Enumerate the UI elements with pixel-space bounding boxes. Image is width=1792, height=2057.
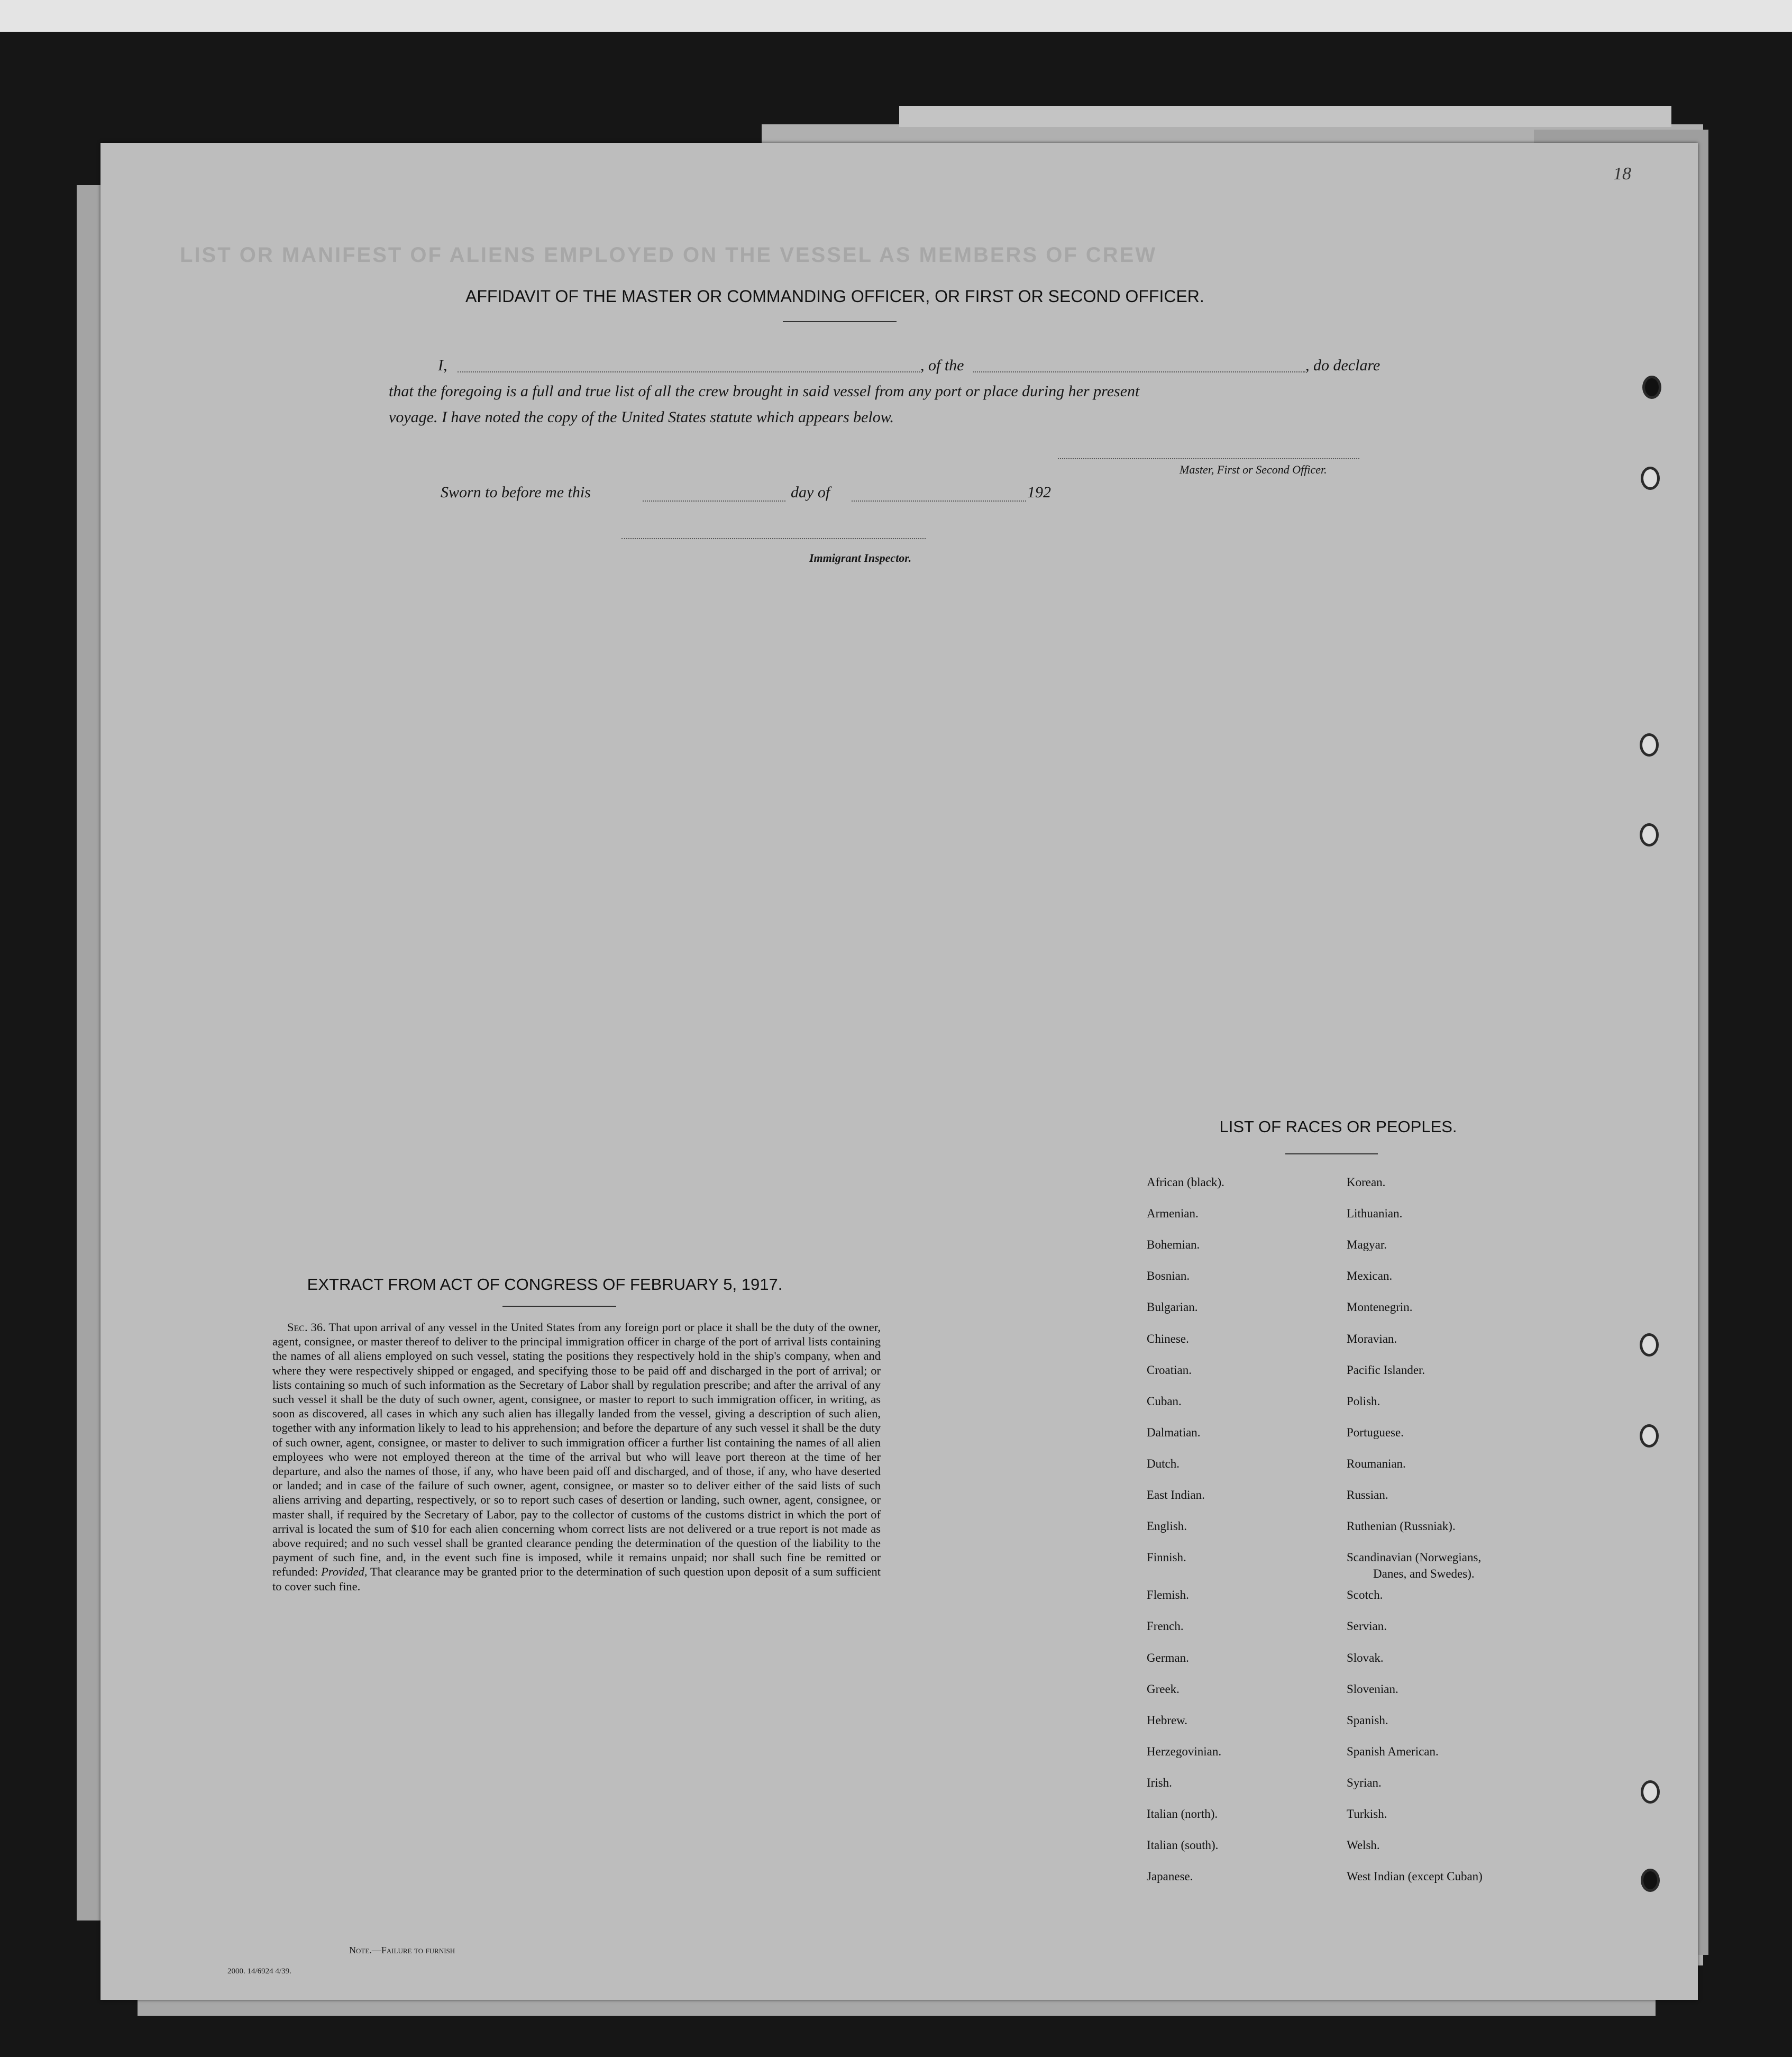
race-item: Moravian. — [1347, 1332, 1397, 1345]
extract-title-underline — [502, 1306, 616, 1307]
race-item: Scotch. — [1347, 1588, 1383, 1602]
race-item: Roumanian. — [1347, 1457, 1406, 1470]
race-item: Spanish. — [1347, 1713, 1388, 1727]
races-title-underline — [1285, 1153, 1378, 1154]
affidavit-line-3: voyage. I have noted the copy of the United States statute which appears below. — [389, 408, 894, 426]
sworn-day-fill-line — [643, 500, 785, 502]
extract-body — [272, 1320, 881, 1594]
race-item: Turkish. — [1347, 1807, 1387, 1821]
race-item: Herzegovinian. — [1147, 1744, 1222, 1758]
inspector-signature-line — [621, 538, 926, 539]
underlying-sheet — [899, 106, 1671, 127]
race-item: Portuguese. — [1347, 1425, 1404, 1439]
binder-hole — [1641, 1869, 1660, 1892]
race-item: Japanese. — [1147, 1870, 1193, 1883]
race-item: Flemish. — [1147, 1588, 1189, 1602]
affidavit-line-2: that the foregoing is a full and true list of all the crew brought in said vessel from any port or place during her present — [389, 383, 1140, 400]
vessel-fill-line — [973, 371, 1305, 372]
section-label: Sec. 36. — [287, 1321, 326, 1334]
section-text: That upon arrival of any vessel in the United States from any foreign port or place it shall be the duty of the owner, agent, consignee, or master thereof to deliver to the principal immigration officer in charge of the port of arrival lists containing the names of all aliens employed on such vessel, stating the positions they respectively hold in the ship's company, when and where they were respectively shipped or engaged, and specifying those to be paid off and discharged in the port of arrival; or lists containing so much of such information as the Secretary of Labor shall by regulation prescribe; and after the arrival of any such vessel it shall be the duty of such owner, agent, consignee, or master to report to such immigration officer, in writing, as soon as discovered, all cases in which any such alien has illegally landed from the vessel, giving a description of such alien, together with any information likely to lead to his apprehension; and before the departure of any such vessel it shall be the duty of such owner, agent, consignee, or master to deliver to such immigration officer a further list containing the names of all alien employees who were not employed thereon at the time of the arrival but who will leave port thereon at the time of her departure, and also the names of those, if any, who have been paid off and discharged, and of those, if any, who have deserted or landed; and in case of the failure of such owner, agent, consignee, or master so to deliver either of the said lists of such aliens arriving and departing, respectively, or so to report such cases of desertion or landing, such owner, agent, consignee, or master shall, if required by the Secretary of Labor, pay to the collector of customs of the customs district in which the port of arrival is located the sum of $10 for each alien concerning whom correct lists are not delivered or a true report is not made as above required; and no such vessel shall be granted clearance pending the determination of the question of the liability to the payment of such fine, and, in the event such fine is imposed, while it remains unpaid; nor shall such fine be remitted or refunded: — [272, 1321, 881, 1579]
inspector-label: Immigrant Inspector. — [809, 551, 912, 565]
race-item: Dalmatian. — [1147, 1425, 1201, 1439]
race-item: Welsh. — [1347, 1838, 1380, 1852]
race-item: Italian (south). — [1147, 1838, 1219, 1852]
race-item: Polish. — [1347, 1394, 1380, 1408]
race-item: Armenian. — [1147, 1207, 1199, 1221]
race-item: Dutch. — [1147, 1457, 1180, 1470]
affidavit-of-the-label: , of the — [920, 357, 964, 374]
binder-hole — [1641, 1780, 1660, 1804]
race-item: Chinese. — [1147, 1332, 1189, 1345]
print-code: 2000. 14/6924 4/39. — [227, 1967, 291, 1976]
ghost-header-bleedthrough: LIST OR MANIFEST OF ALIENS EMPLOYED ON THE VESSEL AS MEMBERS OF CREW — [180, 243, 1157, 267]
race-item: Lithuanian. — [1347, 1207, 1403, 1221]
race-item: Slovenian. — [1347, 1682, 1398, 1696]
race-item: Greek. — [1147, 1682, 1180, 1696]
race-item: Syrian. — [1347, 1776, 1382, 1789]
race-item: Pacific Islander. — [1347, 1363, 1425, 1377]
scan-top-strip — [0, 0, 1792, 32]
race-item: Cuban. — [1147, 1394, 1182, 1408]
race-item: Russian. — [1347, 1488, 1388, 1501]
race-item-continued: Danes, and Swedes). — [1373, 1567, 1475, 1580]
affidavit-do-declare-label: , do declare — [1305, 357, 1380, 374]
race-item: Croatian. — [1147, 1363, 1192, 1377]
race-item: Bosnian. — [1147, 1269, 1190, 1283]
extract-title: EXTRACT FROM ACT OF CONGRESS OF FEBRUARY 5, 1917. — [307, 1275, 783, 1294]
race-item: English. — [1147, 1519, 1187, 1533]
race-item: Slovak. — [1347, 1651, 1384, 1664]
affidavit-title-underline — [783, 321, 897, 322]
provided-label: Provided, — [321, 1565, 368, 1579]
race-item: Spanish American. — [1347, 1744, 1439, 1758]
race-item: French. — [1147, 1619, 1184, 1633]
bottom-note: Note.—Failure to furnish — [349, 1945, 455, 1955]
race-item: East Indian. — [1147, 1488, 1205, 1501]
binder-hole — [1640, 733, 1659, 757]
race-item: Hebrew. — [1147, 1713, 1188, 1727]
race-item: African (black). — [1147, 1176, 1224, 1189]
race-item: German. — [1147, 1651, 1189, 1664]
binder-hole — [1640, 1333, 1659, 1357]
race-item: Montenegrin. — [1347, 1300, 1413, 1314]
race-item: Scandinavian (Norwegians, — [1347, 1551, 1482, 1564]
race-item: Servian. — [1347, 1619, 1387, 1633]
binder-hole — [1640, 1424, 1659, 1448]
race-item: Finnish. — [1147, 1551, 1186, 1564]
race-item: Mexican. — [1347, 1269, 1393, 1283]
race-item: Ruthenian (Russniak). — [1347, 1519, 1456, 1533]
race-item: Italian (north). — [1147, 1807, 1218, 1821]
race-item: Korean. — [1347, 1176, 1386, 1189]
name-fill-line — [458, 371, 920, 372]
races-title: LIST OF RACES OR PEOPLES. — [1219, 1117, 1457, 1136]
race-item: West Indian (except Cuban) — [1347, 1870, 1483, 1883]
binder-hole — [1641, 467, 1660, 490]
day-of-label: day of — [791, 484, 830, 501]
race-item: Irish. — [1147, 1776, 1172, 1789]
officer-signature-line — [1058, 458, 1359, 459]
race-item: Magyar. — [1347, 1238, 1387, 1252]
officer-label: Master, First or Second Officer. — [1180, 463, 1327, 476]
race-item: Bulgarian. — [1147, 1300, 1198, 1314]
binder-hole — [1642, 376, 1661, 399]
sworn-label: Sworn to before me this — [441, 484, 591, 501]
race-item: Bohemian. — [1147, 1238, 1200, 1252]
page-number-mark: 18 — [1613, 164, 1631, 184]
manifest-page — [100, 143, 1698, 2000]
sworn-month-fill-line — [852, 500, 1026, 502]
year-label: 192 — [1027, 484, 1051, 501]
binder-hole — [1640, 823, 1659, 847]
section-text-end: That clearance may be granted prior to the determination of such question upon deposit of a sum sufficient to cover such fine. — [272, 1565, 881, 1593]
affidavit-i-label: I, — [438, 357, 447, 374]
affidavit-title: AFFIDAVIT OF THE MASTER OR COMMANDING OFFICER, OR FIRST OR SECOND OFFICER. — [465, 287, 1204, 306]
